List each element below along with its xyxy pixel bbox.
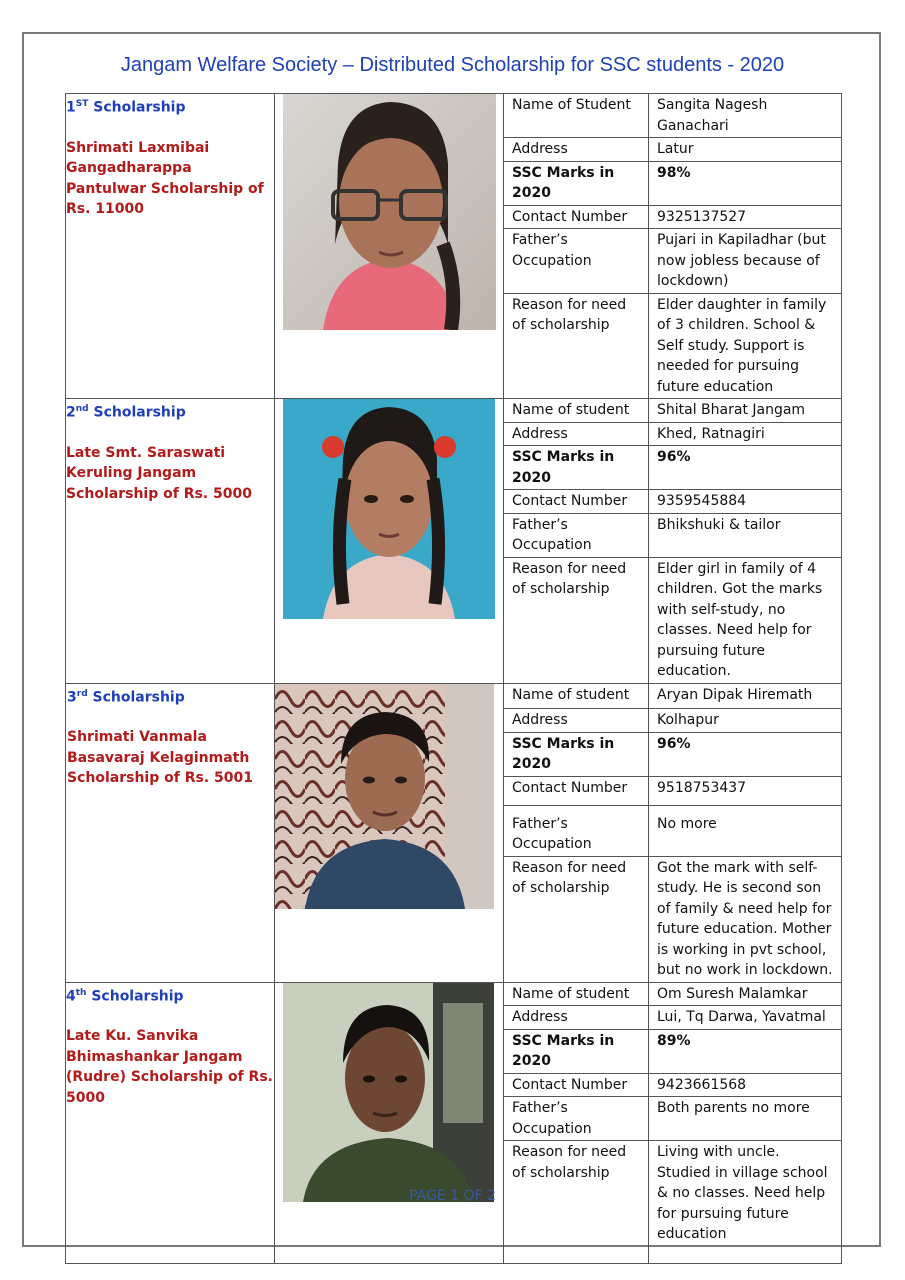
info-label: Address	[504, 709, 649, 733]
info-value: Elder daughter in family of 3 children. School & Self study. Support is needed for pursuing future education	[649, 293, 842, 398]
page-footer: PAGE 1 OF 2	[409, 1188, 496, 1204]
scholarship-row	[66, 399, 842, 684]
scholarship-row	[66, 94, 842, 399]
info-label: SSC Marks in 2020	[504, 732, 649, 776]
scholarship-name: Late Smt. Saraswati Keruling Jangam Scholarship of Rs. 5000	[66, 444, 252, 502]
info-value: 9359545884	[649, 490, 842, 514]
info-row	[504, 1029, 841, 1073]
info-value: Got the mark with self-study. He is second son of family & need help for future education. Mother is working in pvt school, but no work in lockdown.	[649, 856, 842, 982]
info-value: Latur	[649, 138, 842, 162]
scholarship-name: Late Ku. Sanvika Bhimashankar Jangam (Rudre) Scholarship of Rs. 5000	[66, 1028, 273, 1106]
info-value: Om Suresh Malamkar	[649, 983, 842, 1006]
student-photo	[283, 983, 494, 1202]
info-label: Address	[504, 1006, 649, 1030]
scholarship-heading-cell	[66, 399, 275, 684]
scholarship-rank: 4th Scholarship	[66, 987, 184, 1005]
info-label: Reason for need of scholarship	[504, 1141, 649, 1263]
info-label: Address	[504, 138, 649, 162]
info-value: Aryan Dipak Hiremath	[649, 684, 842, 709]
photo-cell	[275, 399, 504, 684]
scholarship-heading-cell	[66, 683, 275, 982]
student-photo	[283, 399, 495, 619]
info-row	[504, 446, 841, 490]
student-info	[504, 983, 841, 1263]
info-label: Reason for need of scholarship	[504, 856, 649, 982]
info-row	[504, 205, 841, 229]
student-photo	[275, 684, 494, 909]
info-row	[504, 1006, 841, 1030]
info-row	[504, 161, 841, 205]
info-label: Father’s Occupation	[504, 229, 649, 294]
scholarship-rank: 1ST Scholarship	[66, 99, 186, 116]
info-label: Reason for need of scholarship	[504, 557, 649, 683]
scholarship-rank: 3rd Scholarship	[67, 688, 185, 706]
info-value: 9518753437	[649, 776, 842, 805]
info-value: 98%	[649, 161, 842, 205]
info-label: SSC Marks in 2020	[504, 161, 649, 205]
info-row	[504, 1073, 841, 1097]
student-info	[504, 399, 841, 683]
student-info-cell	[504, 982, 842, 1263]
info-value: Bhikshuki & tailor	[649, 513, 842, 557]
info-value: Sangita Nagesh Ganachari	[649, 94, 842, 138]
info-value: Living with uncle. Studied in village school & no classes. Need help for pursuing future education	[649, 1141, 842, 1263]
info-value: Kolhapur	[649, 709, 842, 733]
info-label: SSC Marks in 2020	[504, 446, 649, 490]
info-label: Address	[504, 422, 649, 446]
info-row	[504, 983, 841, 1006]
student-info-cell	[504, 399, 842, 684]
info-label: Contact Number	[504, 1073, 649, 1097]
info-row	[504, 557, 841, 683]
info-value: 96%	[649, 446, 842, 490]
info-value: Both parents no more	[649, 1097, 842, 1141]
info-label: Father’s Occupation	[504, 513, 649, 557]
info-row	[504, 138, 841, 162]
info-label: Contact Number	[504, 776, 649, 805]
photo-cell	[275, 683, 504, 982]
info-label: Name of student	[504, 983, 649, 1006]
info-value: Khed, Ratnagiri	[649, 422, 842, 446]
student-info	[504, 94, 841, 398]
scholarship-rank: 2nd Scholarship	[66, 404, 186, 421]
info-row	[504, 229, 841, 294]
info-label: Reason for need of scholarship	[504, 293, 649, 398]
info-label: Father’s Occupation	[504, 1097, 649, 1141]
info-label: Name of student	[504, 399, 649, 422]
info-value: Pujari in Kapiladhar (but now jobless because of lockdown)	[649, 229, 842, 294]
info-value: 89%	[649, 1029, 842, 1073]
info-row	[504, 94, 841, 138]
info-value: Lui, Tq Darwa, Yavatmal	[649, 1006, 842, 1030]
info-value: Shital Bharat Jangam	[649, 399, 842, 422]
info-value: Elder girl in family of 4 children. Got the marks with self-study, no classes. Need help for pursuing future education.	[649, 557, 842, 683]
info-row	[504, 856, 841, 982]
scholarship-table	[65, 93, 842, 1264]
student-info	[504, 684, 841, 982]
info-label: Contact Number	[504, 205, 649, 229]
info-row	[504, 732, 841, 776]
info-value: No more	[649, 805, 842, 856]
info-row	[504, 776, 841, 805]
info-label: Contact Number	[504, 490, 649, 514]
info-row	[504, 490, 841, 514]
scholarship-row	[66, 683, 842, 982]
info-row	[504, 805, 841, 856]
student-photo	[283, 94, 496, 330]
photo-cell	[275, 94, 504, 399]
info-row	[504, 684, 841, 709]
scholarship-row	[66, 982, 842, 1263]
info-label: Name of Student	[504, 94, 649, 138]
scholarship-heading-cell	[66, 982, 275, 1263]
photo-cell	[275, 982, 504, 1263]
info-row	[504, 422, 841, 446]
scholarship-name: Shrimati Laxmibai Gangadharappa Pantulwar Scholarship of Rs. 11000	[66, 139, 264, 218]
student-info-cell	[504, 94, 842, 399]
info-row	[504, 293, 841, 398]
info-label: Father’s Occupation	[504, 805, 649, 856]
info-value: 9325137527	[649, 205, 842, 229]
info-row	[504, 399, 841, 422]
info-label: Name of student	[504, 684, 649, 709]
student-info-cell	[504, 683, 842, 982]
info-row	[504, 709, 841, 733]
page-title: Jangam Welfare Society – Distributed Scholarship for SSC students - 2020	[120, 54, 785, 76]
info-value: 9423661568	[649, 1073, 842, 1097]
info-row	[504, 513, 841, 557]
scholarship-heading-cell	[66, 94, 275, 399]
scholarship-name: Shrimati Vanmala Basavaraj Kelaginmath Scholarship of Rs. 5001	[67, 729, 253, 787]
info-row	[504, 1097, 841, 1141]
info-value: 96%	[649, 732, 842, 776]
info-label: SSC Marks in 2020	[504, 1029, 649, 1073]
